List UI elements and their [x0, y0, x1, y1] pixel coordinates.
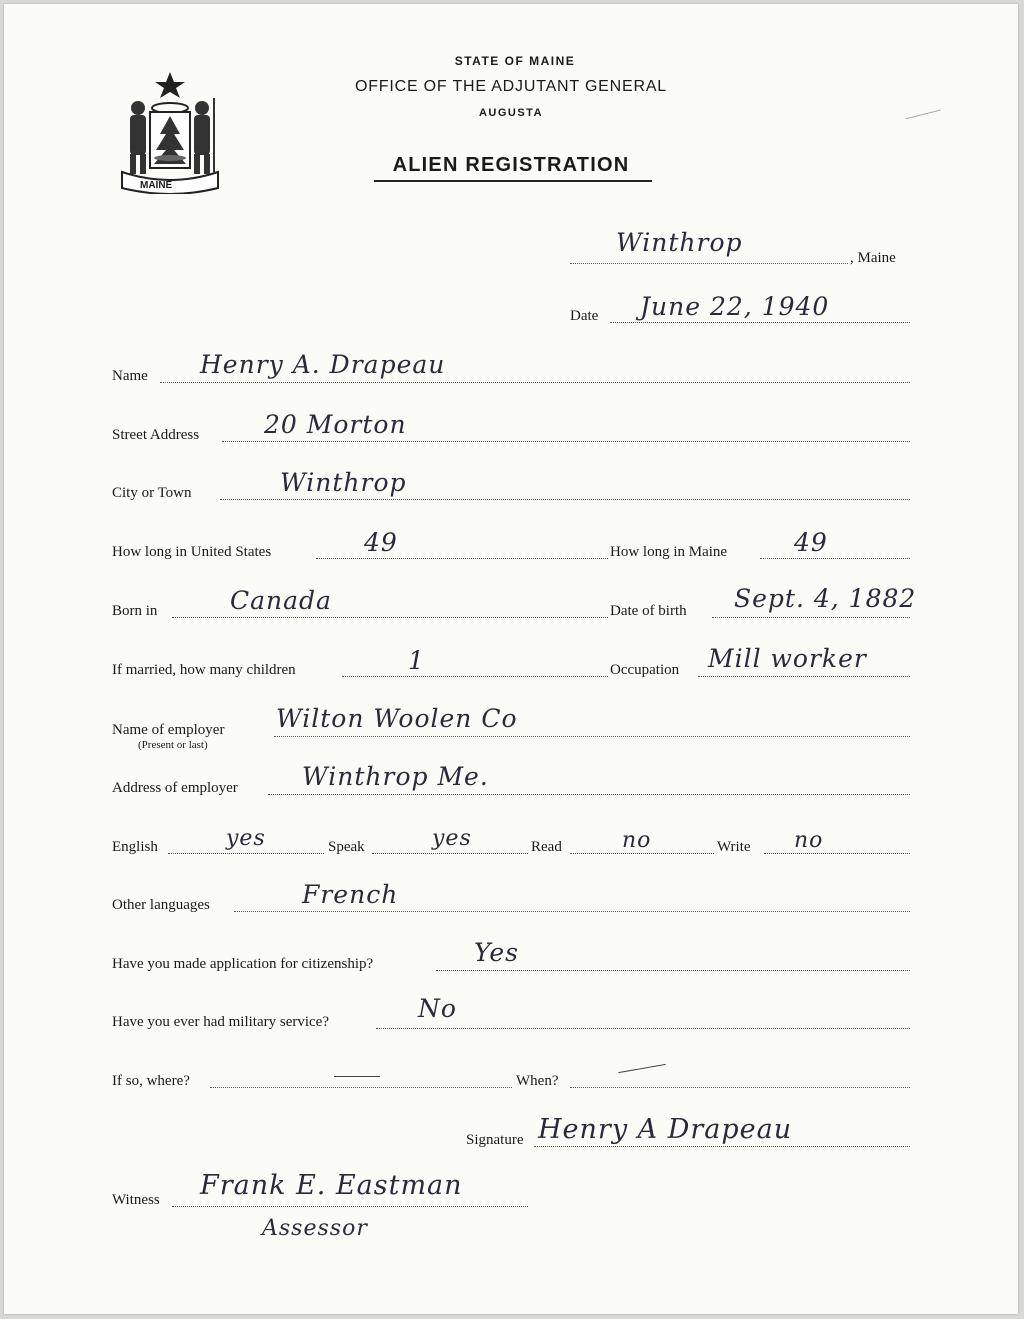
town-value: Winthrop: [616, 228, 743, 257]
city-label: City or Town: [112, 485, 192, 501]
town-line: [570, 263, 848, 264]
write-line: [764, 853, 910, 854]
other-languages-line: [234, 911, 910, 912]
us-years-label: How long in United States: [112, 544, 272, 560]
dob-value: Sept. 4, 1882: [734, 584, 917, 613]
date-line: [610, 322, 910, 323]
born-line: [172, 617, 608, 618]
signature-value: Henry A Drapeau: [538, 1114, 793, 1145]
born-label: Born in: [112, 603, 158, 619]
street-value: 20 Morton: [264, 410, 407, 439]
signature-label: Signature: [466, 1132, 524, 1148]
street-label: Street Address: [112, 427, 200, 443]
military-label: Have you ever had military service?: [112, 1014, 329, 1030]
read-value: no: [622, 828, 652, 853]
speak-label: Speak: [328, 839, 365, 855]
employer-address-line: [268, 794, 910, 795]
city-value: Winthrop: [280, 468, 407, 497]
city-line: [220, 499, 910, 500]
occupation-label: Occupation: [610, 662, 680, 678]
date-label: Date: [570, 308, 599, 324]
where-dash: [334, 1076, 380, 1077]
write-label: Write: [717, 839, 751, 855]
other-languages-label: Other languages: [112, 897, 210, 913]
employer-address-label: Address of employer: [112, 780, 238, 796]
citizenship-value: Yes: [474, 938, 519, 967]
children-line: [342, 676, 608, 677]
read-label: Read: [531, 839, 562, 855]
occupation-line: [698, 676, 910, 677]
office-heading: OFFICE OF THE ADJUTANT GENERAL: [354, 78, 668, 95]
born-value: Canada: [230, 586, 332, 615]
other-languages-value: French: [302, 880, 399, 909]
maine-years-label: How long in Maine: [610, 544, 728, 560]
witness-title: Assessor: [262, 1216, 368, 1241]
english-label: English: [112, 839, 158, 855]
where-label: If so, where?: [112, 1073, 190, 1089]
employer-line: [274, 736, 910, 737]
write-value: no: [794, 828, 824, 853]
employer-address-value: Winthrop Me.: [302, 762, 489, 791]
employer-sublabel: (Present or last): [138, 739, 208, 751]
citizenship-label: Have you made application for citizenship?: [112, 956, 374, 972]
name-value: Henry A. Drapeau: [200, 350, 446, 379]
maine-years-line: [760, 558, 910, 559]
name-label: Name: [112, 368, 148, 384]
state-seal-icon: [114, 68, 226, 194]
employer-label: Name of employer: [112, 722, 225, 738]
children-value: 1: [408, 646, 425, 675]
form-title: ALIEN REGISTRATION: [392, 154, 630, 176]
citizenship-line: [436, 970, 910, 971]
witness-value: Frank E. Eastman: [200, 1170, 463, 1201]
state-heading: STATE OF MAINE: [454, 54, 576, 68]
english-line: [168, 853, 324, 854]
when-dash: [618, 1064, 665, 1073]
us-years-value: 49: [364, 528, 398, 557]
registration-form: [4, 4, 1018, 1314]
us-years-line: [316, 558, 608, 559]
seal-motto: MAINE: [140, 180, 173, 191]
maine-years-value: 49: [794, 528, 828, 557]
name-line: [160, 382, 910, 383]
military-line: [376, 1028, 910, 1029]
english-value: yes: [226, 826, 266, 851]
street-line: [222, 441, 910, 442]
children-label: If married, how many children: [112, 662, 296, 678]
title-underline: [374, 180, 652, 182]
read-line: [570, 853, 714, 854]
speak-value: yes: [432, 826, 472, 851]
town-suffix: , Maine: [850, 250, 896, 266]
dob-label: Date of birth: [610, 603, 687, 619]
signature-line: [534, 1146, 910, 1147]
military-value: No: [418, 994, 457, 1023]
witness-label: Witness: [112, 1192, 160, 1208]
witness-line: [172, 1206, 528, 1207]
where-line: [210, 1087, 512, 1088]
date-value: June 22, 1940: [640, 292, 830, 321]
when-line: [570, 1087, 910, 1088]
speak-line: [372, 853, 528, 854]
employer-value: Wilton Woolen Co: [276, 704, 518, 733]
when-label: When?: [516, 1073, 559, 1089]
occupation-value: Mill worker: [708, 644, 867, 673]
city-heading: AUGUSTA: [478, 107, 544, 119]
dob-line: [712, 617, 910, 618]
